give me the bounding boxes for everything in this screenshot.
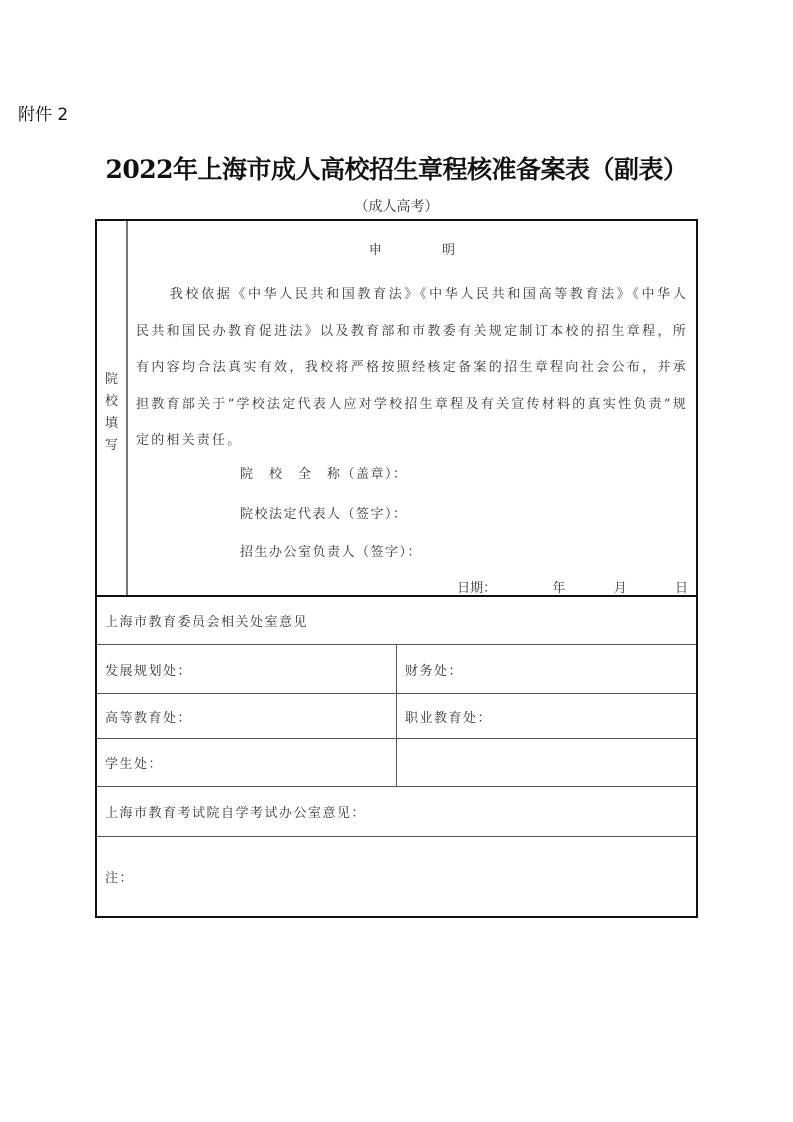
table-row: [97, 645, 696, 694]
admissions-head-signature-field[interactable]: 招生办公室负责人（签字）：: [240, 545, 423, 560]
exam-office-opinion-field[interactable]: 上海市教育考试院自学考试办公室意见：: [105, 806, 367, 821]
vocational-ed-dept-field[interactable]: 职业教育处：: [405, 710, 493, 726]
higher-ed-dept-field[interactable]: 高等教育处：: [97, 694, 397, 738]
note-field[interactable]: 注：: [105, 871, 135, 886]
table-row: [97, 739, 696, 787]
school-fill-section: [97, 221, 696, 597]
finance-dept-field[interactable]: 财务处：: [405, 663, 464, 679]
side-char: 填: [104, 416, 118, 431]
declaration-body: 我校依据《中华人民共和国教育法》《中华人民共和国高等教育法》《中华人民共和国民办教育促进法》以及教育部和市教委有关规定制订本校的招生章程，所有内容均合法真实有效，我校将严格按照经核定备案的招生章程向社会公布，并承担教育部关于“学校法定代表人应对学校招生章程及有关宣传材料的真实性负责”规定的相关责任。: [136, 287, 688, 448]
exam-office-row: [97, 787, 696, 837]
declaration-title: 申 明: [368, 243, 484, 258]
note-row: [97, 837, 696, 916]
school-name-seal-field[interactable]: 院 校 全 称（盖章）：: [240, 467, 408, 482]
commission-header-row: [97, 597, 696, 645]
filing-form-table: [95, 219, 698, 918]
document-title: 2022年上海市成人高校招生章程核准备案表（副表）: [105, 155, 688, 184]
commission-header: 上海市教育委员会相关处室意见: [105, 615, 309, 630]
empty-cell[interactable]: [397, 739, 696, 786]
side-column: [97, 221, 128, 595]
planning-dept-field[interactable]: 发展规划处：: [97, 645, 397, 693]
side-label: [97, 369, 126, 457]
table-row: [97, 694, 696, 739]
date-label: 日期：: [457, 581, 497, 596]
side-char: 院: [104, 372, 118, 387]
legal-rep-signature-field[interactable]: 院校法定代表人（签字）：: [240, 507, 408, 522]
declaration-cell: [128, 221, 696, 595]
attachment-label: 附件 2: [18, 105, 69, 125]
side-char: 校: [104, 394, 118, 409]
document-subtitle: （成人高考）: [354, 199, 439, 215]
date-field[interactable]: [457, 577, 688, 596]
date-day: 日: [674, 581, 688, 596]
date-year: 年: [552, 581, 566, 596]
student-affairs-field[interactable]: 学生处：: [97, 739, 397, 786]
date-month: 月: [613, 581, 627, 596]
side-char: 写: [104, 438, 118, 453]
